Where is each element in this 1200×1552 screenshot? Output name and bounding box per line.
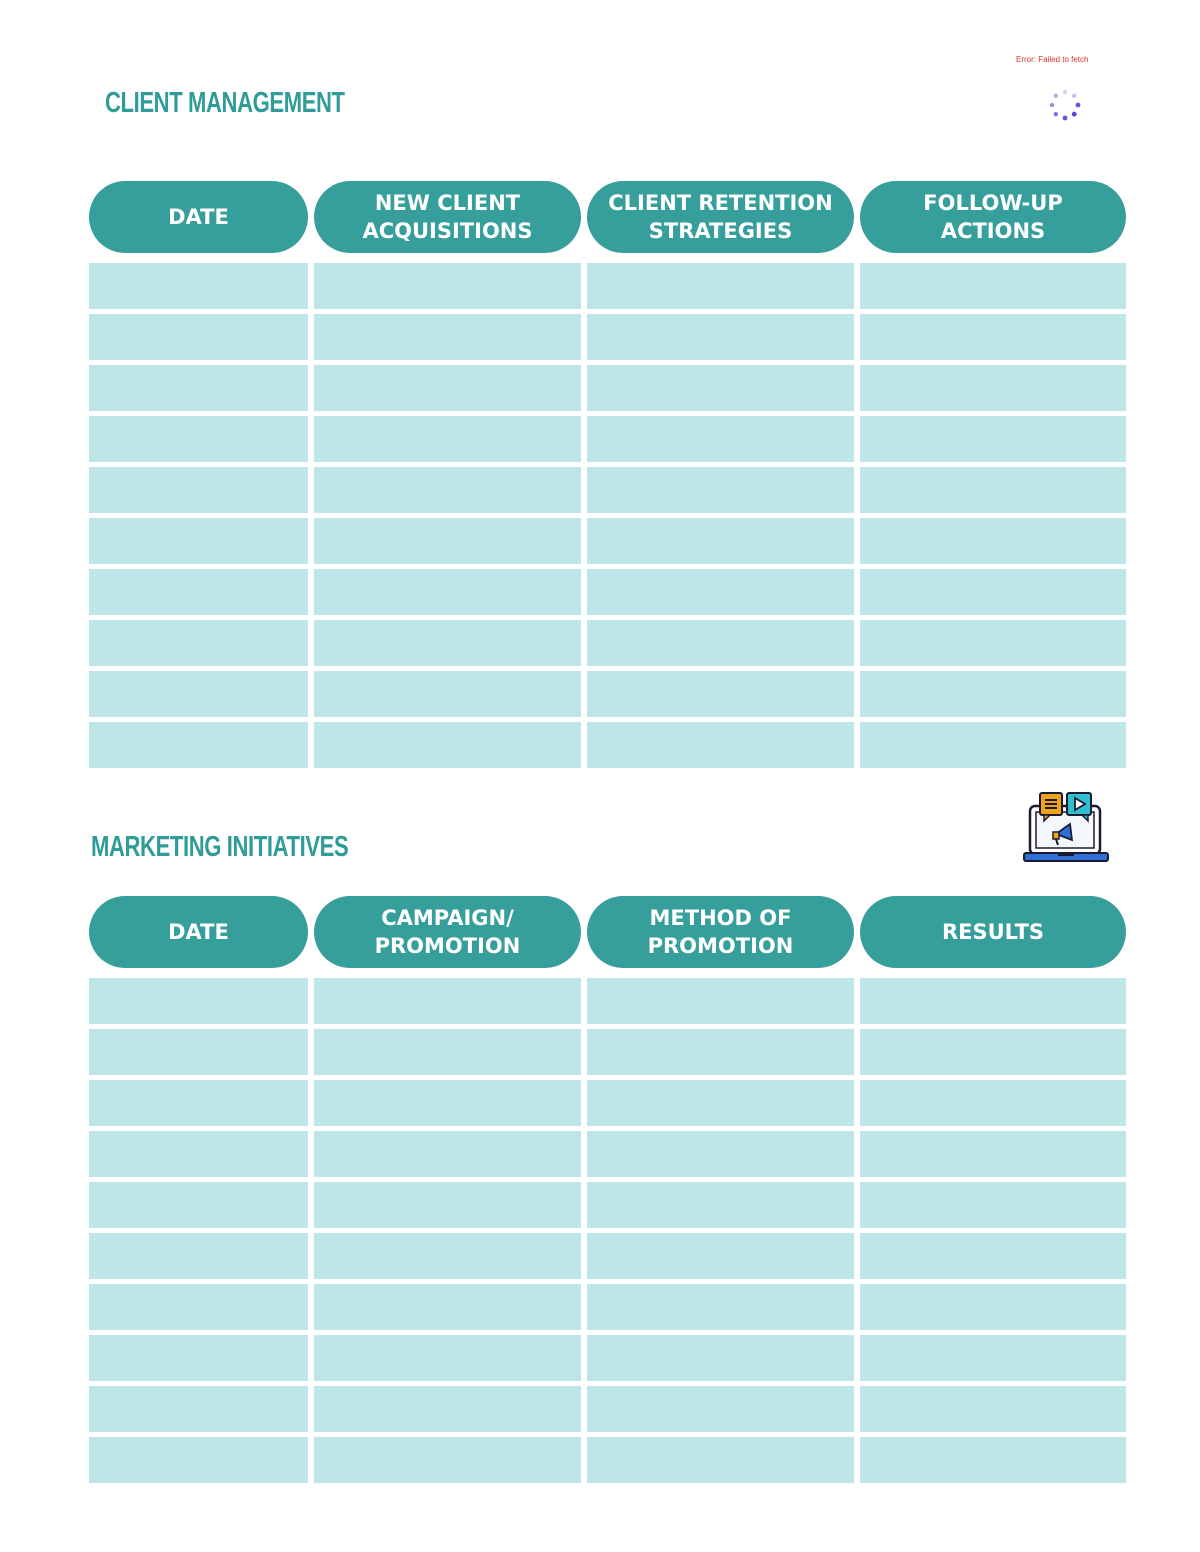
table-cell[interactable] [587,569,854,615]
table-cell[interactable] [860,467,1126,513]
table-cell[interactable] [314,978,581,1024]
table-cell[interactable] [89,1386,308,1432]
table-cell[interactable] [587,1386,854,1432]
table-cell[interactable] [89,1182,308,1228]
table-cell[interactable] [89,1437,308,1483]
table-cell[interactable] [314,263,581,309]
table-cell[interactable] [89,416,308,462]
table-cell[interactable] [314,416,581,462]
marketing-initiatives-title: MARKETING INITIATIVES [91,831,349,863]
table-cell[interactable] [860,1080,1126,1126]
table-cell[interactable] [587,1233,854,1279]
table-cell[interactable] [89,1335,308,1381]
table-cell[interactable] [860,518,1126,564]
table-cell[interactable] [860,671,1126,717]
column-header-new-client-acquisitions: NEW CLIENT ACQUISITIONS [314,181,581,253]
table-cell[interactable] [860,722,1126,768]
table-cell[interactable] [860,978,1126,1024]
table-cell[interactable] [587,1131,854,1177]
table-cell[interactable] [314,1233,581,1279]
table-cell[interactable] [89,1080,308,1126]
table-cell[interactable] [314,467,581,513]
table-cell[interactable] [89,518,308,564]
column-header-method-of-promotion: METHOD OF PROMOTION [587,896,854,968]
table-cell[interactable] [89,467,308,513]
table-cell[interactable] [860,569,1126,615]
table-cell[interactable] [860,1233,1126,1279]
table-cell[interactable] [587,1284,854,1330]
table-cell[interactable] [860,1386,1126,1432]
column-header-client-retention-strategies: CLIENT RETENTION STRATEGIES [587,181,854,253]
table-cell[interactable] [860,1029,1126,1075]
client-management-table [89,181,1125,773]
table-cell[interactable] [860,416,1126,462]
table-cell[interactable] [587,365,854,411]
table-cell[interactable] [314,1386,581,1432]
table-cell[interactable] [314,1437,581,1483]
table-cell[interactable] [587,671,854,717]
column-header-results: RESULTS [860,896,1126,968]
table-cell[interactable] [89,620,308,666]
error-message: Error: Failed to fetch [1016,55,1089,64]
table-cell[interactable] [860,1335,1126,1381]
table-cell[interactable] [89,1131,308,1177]
table-cell[interactable] [89,722,308,768]
table-cell[interactable] [314,569,581,615]
client-management-title: CLIENT MANAGEMENT [105,87,345,119]
table-cell[interactable] [89,671,308,717]
table-cell[interactable] [314,1182,581,1228]
table-cell[interactable] [860,620,1126,666]
table-cell[interactable] [587,314,854,360]
table-cell[interactable] [860,314,1126,360]
table-cell[interactable] [314,1284,581,1330]
table-cell[interactable] [587,416,854,462]
table-cell[interactable] [860,1284,1126,1330]
table-cell[interactable] [89,365,308,411]
table-cell[interactable] [89,1284,308,1330]
table-cell[interactable] [314,1080,581,1126]
table-cell[interactable] [587,1437,854,1483]
table-cell[interactable] [587,1029,854,1075]
table-cell[interactable] [587,1182,854,1228]
table-cell[interactable] [314,1335,581,1381]
column-header-date: DATE [89,181,308,253]
column-header-campaign-promotion: CAMPAIGN/ PROMOTION [314,896,581,968]
table-cell[interactable] [587,1080,854,1126]
table-cell[interactable] [860,1131,1126,1177]
table-cell[interactable] [587,467,854,513]
table-cell[interactable] [314,671,581,717]
table-cell[interactable] [587,620,854,666]
table-cell[interactable] [314,314,581,360]
loading-spinner-icon [1048,88,1082,122]
table-cell[interactable] [860,365,1126,411]
table-cell[interactable] [587,1335,854,1381]
table-cell[interactable] [314,1029,581,1075]
laptop-marketing-icon [1022,790,1110,866]
table-cell[interactable] [587,722,854,768]
table-cell[interactable] [89,314,308,360]
table-cell[interactable] [314,518,581,564]
table-cell[interactable] [314,722,581,768]
table-cell[interactable] [587,518,854,564]
table-cell[interactable] [89,1233,308,1279]
table-cell[interactable] [860,1182,1126,1228]
table-cell[interactable] [89,1029,308,1075]
marketing-initiatives-table [89,896,1125,1488]
column-header-follow-up-actions: FOLLOW-UP ACTIONS [860,181,1126,253]
table-cell[interactable] [314,365,581,411]
table-cell[interactable] [89,978,308,1024]
table-cell[interactable] [314,1131,581,1177]
column-header-date: DATE [89,896,308,968]
table-cell[interactable] [89,263,308,309]
table-cell[interactable] [587,263,854,309]
table-cell[interactable] [89,569,308,615]
table-cell[interactable] [587,978,854,1024]
table-cell[interactable] [860,263,1126,309]
table-cell[interactable] [860,1437,1126,1483]
table-cell[interactable] [314,620,581,666]
